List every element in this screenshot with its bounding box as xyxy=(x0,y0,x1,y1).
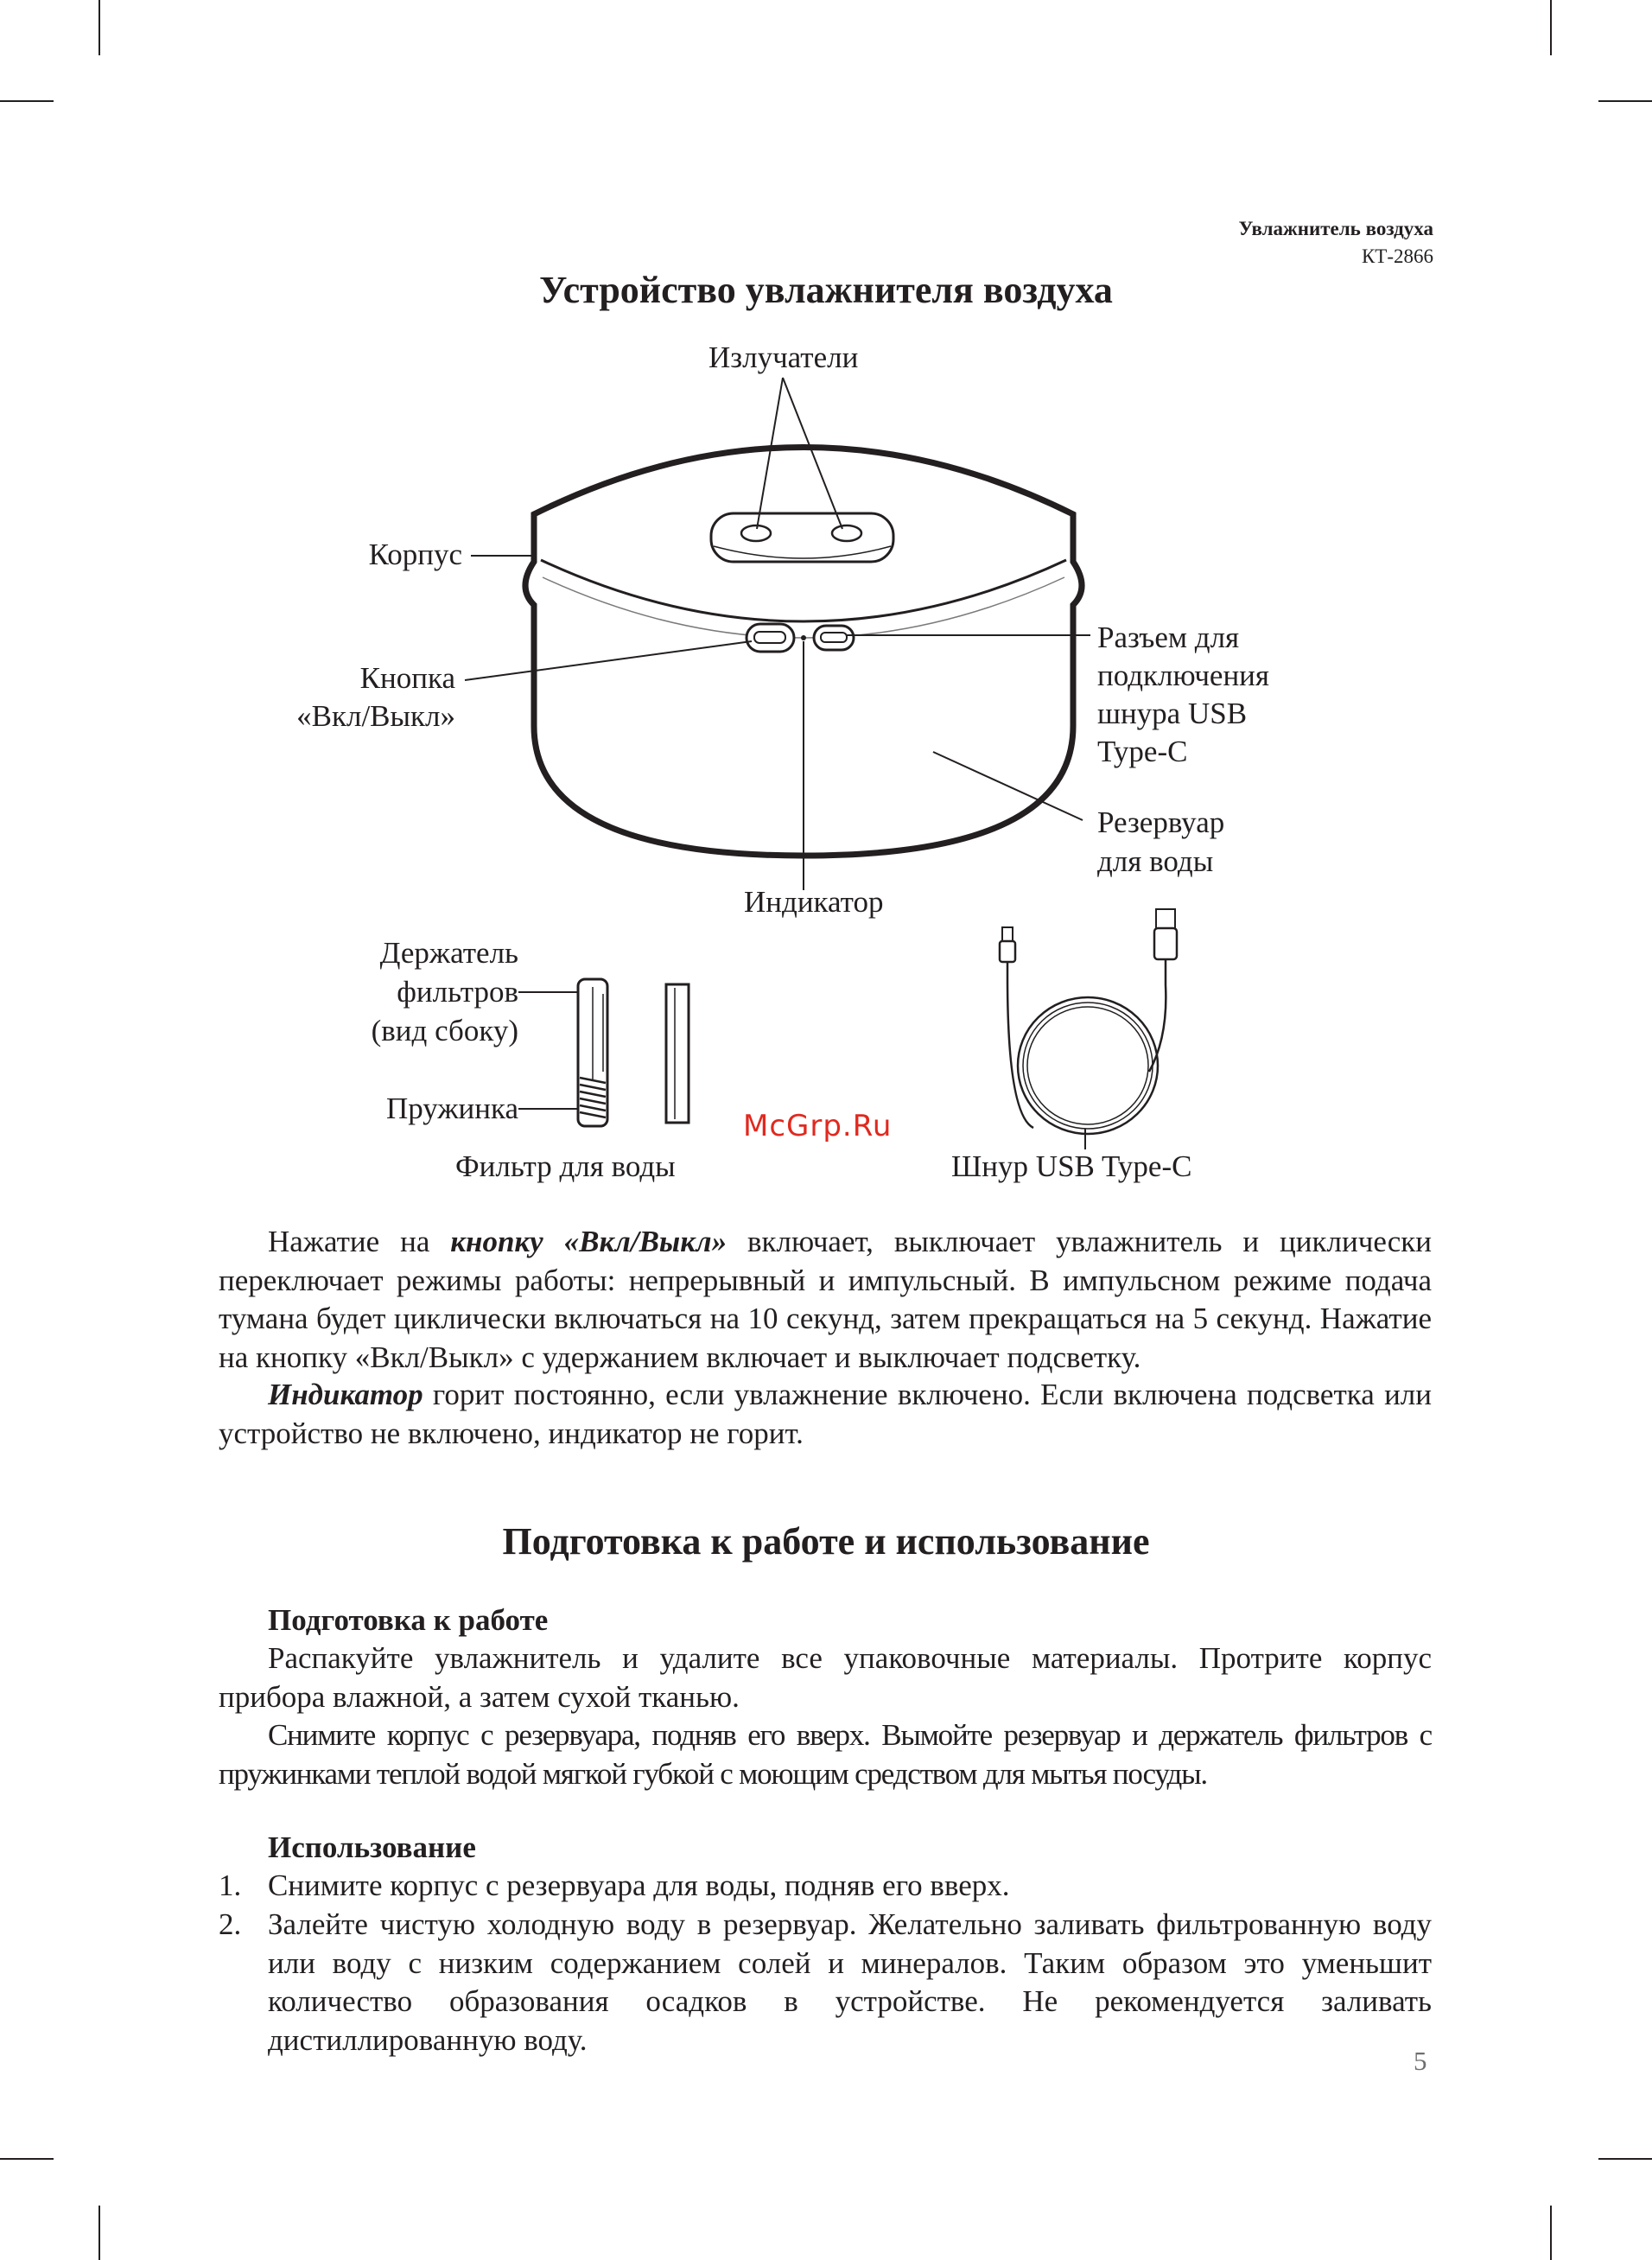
p1-text: включает, выключает увлажнитель и циклически переключает режимы работы: непрерывный и импульсный. В импульсном режиме подача тумана будет циклически включаться на 10 секунд, затем прекращаться на 5 секунд. Нажатие на кнопку «Вкл/Выкл» с удержанием включает и выключает подсветку. xyxy=(219,1225,1432,1374)
usb-cable-drawing xyxy=(1000,909,1177,1149)
list-item xyxy=(219,1867,1432,1906)
crop-mark xyxy=(1598,2158,1652,2160)
running-header-product: Увлажнитель воздуха xyxy=(1238,218,1433,239)
label-holder-line3: (вид сбоку) xyxy=(371,1014,518,1047)
list-item-number: 2. xyxy=(219,1907,242,1941)
emitter-plate xyxy=(711,513,893,562)
label-water-filter: Фильтр для воды xyxy=(455,1149,676,1183)
paragraph-unpack xyxy=(219,1639,1432,1716)
running-header-model: КТ-2866 xyxy=(1361,245,1433,267)
list-item xyxy=(219,1906,1432,2059)
label-connector-line1: Разъем для xyxy=(1097,621,1240,654)
label-holder-line2: фильтров xyxy=(397,975,518,1009)
crop-mark xyxy=(0,2158,54,2160)
prep-text-2: Снимите корпус с резервуара, подняв его вверх. Вымойте резервуар и держатель фильтров с пружинками теплой водой мягкой губкой с моющим средством для мытья посуды. xyxy=(219,1718,1432,1791)
usb-port xyxy=(814,626,854,650)
label-holder-line1: Держатель xyxy=(379,936,518,970)
list-item-text: Снимите корпус с резервуара для воды, подняв его вверх. xyxy=(268,1868,1010,1902)
label-button-line1: Кнопка xyxy=(359,661,455,695)
label-spring: Пружинка xyxy=(385,1092,518,1125)
list-item-text: Залейте чистую холодную воду в резервуар. Желательно заливать фильтрованную воду или воду с низким содержанием солей и минералов. Таким образом это уменьшит количество образования осадков в устройстве. Не рекомендуется заливать дистиллированную воду. xyxy=(268,1907,1432,2057)
paragraph-wash xyxy=(219,1716,1432,1793)
label-body: Корпус xyxy=(368,538,462,571)
water-filter xyxy=(666,984,689,1123)
subheading-preparation: Подготовка к работе xyxy=(268,1603,549,1637)
label-usb-cable: Шнур USB Type-C xyxy=(951,1149,1192,1183)
subheading-usage: Использование xyxy=(268,1830,476,1864)
label-tank-line1: Резервуар xyxy=(1097,805,1225,839)
p2-text: горит постоянно, если увлажнение включено. Если включена подсветка или устройство не включено, индикатор не горит. xyxy=(219,1378,1432,1450)
crop-mark xyxy=(98,2206,100,2260)
label-button-line2: «Вкл/Выкл» xyxy=(296,699,455,733)
p1-lead: Нажатие на xyxy=(268,1225,451,1258)
label-connector-line3: шнура USB xyxy=(1097,697,1248,730)
label-indicator: Индикатор xyxy=(744,885,884,919)
label-emitters: Излучатели xyxy=(708,341,859,374)
crop-mark xyxy=(1550,2206,1552,2260)
label-connector-line2: подключения xyxy=(1097,659,1270,692)
page-number: 5 xyxy=(1414,2046,1427,2076)
p2-emphasis: Индикатор xyxy=(268,1378,423,1411)
list-item-number: 1. xyxy=(219,1868,242,1902)
label-tank-line2: для воды xyxy=(1097,844,1214,878)
p1-emphasis: кнопку «Вкл/Выкл» xyxy=(450,1225,728,1258)
paragraph-indicator xyxy=(219,1376,1432,1453)
section-title-device: Устройство увлажнителя воздуха xyxy=(539,269,1113,311)
indicator-light xyxy=(801,635,806,640)
paragraph-button xyxy=(219,1223,1432,1377)
prep-text-1: Распакуйте увлажнитель и удалите все упаковочные материалы. Протрите корпус прибора влажной, а затем сухой тканью. xyxy=(219,1641,1432,1714)
watermark: McGrp.Ru xyxy=(743,1109,893,1143)
section-title-preparation: Подготовка к работе и использование xyxy=(502,1520,1150,1563)
label-connector-line4: Type-C xyxy=(1097,735,1188,768)
